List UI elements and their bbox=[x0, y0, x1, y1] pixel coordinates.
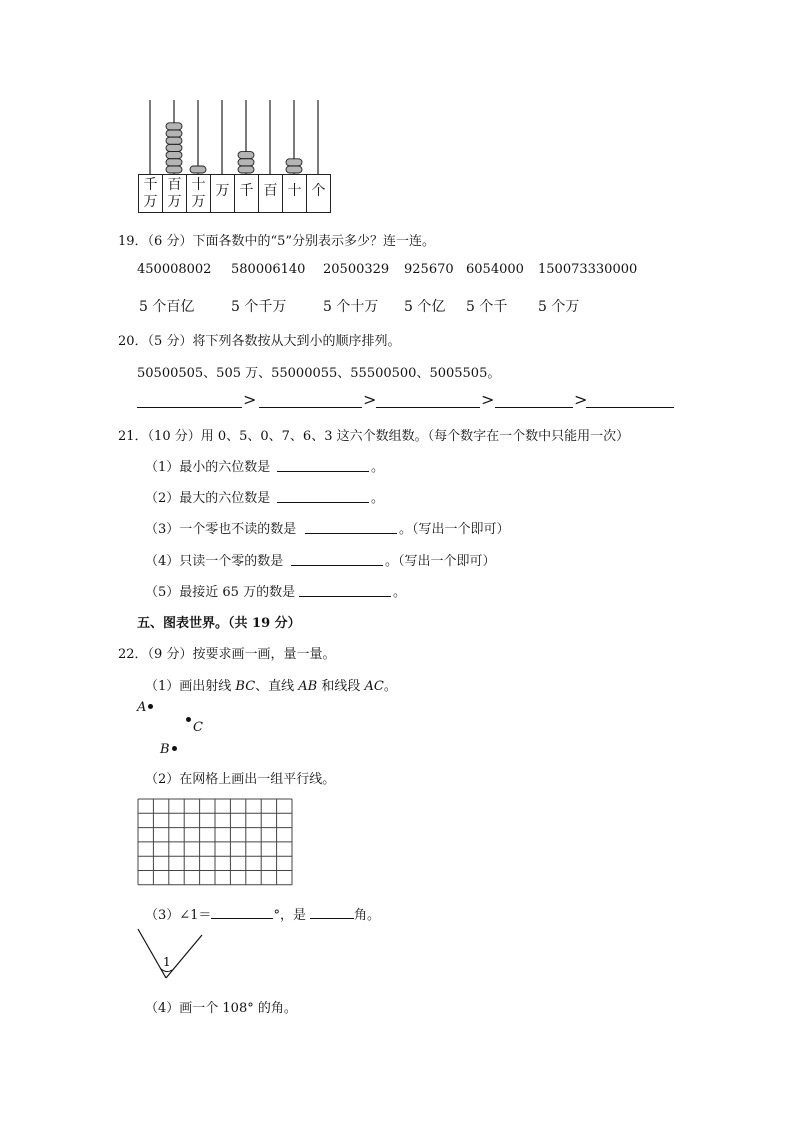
q19-option[interactable]: 5 个千万 bbox=[231, 299, 287, 315]
greater-than-symbol: > bbox=[574, 390, 588, 409]
q21-question: 21．（10 分）用 0、5、0、7、6、3 这六个数组数。（每个数字在一个数中只能用一次） bbox=[118, 429, 630, 444]
q19-question: 19．（6 分）下面各数中的“5”分别表示多少？连一连。 bbox=[118, 234, 436, 249]
abacus-bead bbox=[166, 166, 182, 173]
abacus-place-label: 千 bbox=[234, 174, 259, 213]
greater-than-symbol: > bbox=[481, 390, 495, 409]
q20-number-list: 50500505、505 万、55000055、55500500、5005505。 bbox=[137, 366, 501, 381]
q19-number[interactable]: 925670 bbox=[404, 262, 454, 277]
q21-item-label: （5）最接近 65 万的数是 bbox=[145, 585, 296, 600]
point-c-dot bbox=[186, 717, 191, 722]
abacus-place-label: 百 万 bbox=[162, 174, 187, 213]
abacus-bead bbox=[166, 152, 182, 159]
angle-1-label: 1 bbox=[163, 955, 171, 969]
q21-item-tail: 。 bbox=[393, 585, 407, 600]
q20-question: 20．（5 分）将下列各数按从大到小的顺序排列。 bbox=[118, 334, 401, 349]
angle-degree-blank[interactable] bbox=[211, 906, 273, 919]
q19-number[interactable]: 20500329 bbox=[323, 262, 390, 277]
abacus-place-label: 千 万 bbox=[138, 174, 163, 213]
q19-number[interactable]: 450008002 bbox=[137, 262, 212, 277]
q21-item-tail: 。 bbox=[371, 491, 385, 506]
abacus-place-label: 十 万 bbox=[186, 174, 211, 213]
abacus-bead bbox=[166, 137, 182, 144]
abacus-bead bbox=[166, 144, 182, 151]
angle-right-arm bbox=[166, 935, 202, 978]
point-a-dot bbox=[148, 704, 153, 709]
q19-option[interactable]: 5 个百亿 bbox=[139, 299, 195, 315]
q22-question: 22．（9 分）按要求画一画，量一量。 bbox=[118, 647, 336, 662]
abacus-place-label: 万 bbox=[210, 174, 235, 213]
q21-answer-blank[interactable] bbox=[299, 596, 391, 597]
greater-than-symbol: > bbox=[243, 390, 257, 409]
q20-answer-blank[interactable] bbox=[137, 407, 242, 408]
q21-answer-blank[interactable] bbox=[277, 471, 369, 472]
section-5-heading: 五、图表世界。（共 19 分） bbox=[137, 616, 301, 631]
q21-item-label: （1）最小的六位数是 bbox=[145, 460, 271, 475]
q19-number[interactable]: 150073330000 bbox=[538, 262, 638, 277]
drawing-grid[interactable] bbox=[137, 798, 294, 886]
q19-option[interactable]: 5 个亿 bbox=[404, 299, 446, 315]
point-b-dot bbox=[172, 746, 177, 751]
point-a-label: A bbox=[137, 700, 147, 715]
abacus-bead bbox=[286, 166, 302, 173]
angle-type-blank[interactable] bbox=[310, 906, 354, 919]
q19-number[interactable]: 6054000 bbox=[466, 262, 524, 277]
q20-answer-blank[interactable] bbox=[586, 407, 674, 408]
q20-answer-blank[interactable] bbox=[376, 407, 480, 408]
abacus-bead bbox=[238, 159, 254, 166]
q22-sub1: （1）画出射线 BC、直线 AB 和线段 AC。 bbox=[145, 679, 397, 694]
angle-1-figure bbox=[134, 926, 210, 986]
abacus-bead bbox=[166, 159, 182, 166]
abacus-place-label: 十 bbox=[282, 174, 307, 213]
q21-item-label: （4）只读一个零的数是 bbox=[145, 554, 284, 569]
angle-left-arm bbox=[138, 929, 166, 978]
q19-number[interactable]: 580006140 bbox=[231, 262, 306, 277]
q20-answer-blank[interactable] bbox=[495, 407, 573, 408]
abacus-place-label: 百 bbox=[258, 174, 283, 213]
q21-item-label: （3）一个零也不读的数是 bbox=[145, 522, 297, 537]
q19-option[interactable]: 5 个千 bbox=[466, 299, 508, 315]
q21-item-tail: 。（写出一个即可） bbox=[399, 522, 510, 537]
q21-item-tail: 。 bbox=[371, 460, 385, 475]
abacus-place-label: 个 bbox=[306, 174, 331, 213]
q19-option[interactable]: 5 个十万 bbox=[323, 299, 379, 315]
greater-than-symbol: > bbox=[363, 390, 377, 409]
point-c-label: C bbox=[193, 720, 203, 735]
abacus-bead bbox=[238, 152, 254, 159]
abacus-bead bbox=[190, 166, 206, 173]
q19-option[interactable]: 5 个万 bbox=[538, 299, 580, 315]
q21-answer-blank[interactable] bbox=[291, 565, 383, 566]
q22-sub3: （3）∠1＝ °，是 角。 bbox=[145, 908, 380, 923]
q22-sub2: （2）在网格上画出一组平行线。 bbox=[145, 772, 336, 787]
q21-answer-blank[interactable] bbox=[305, 533, 397, 534]
q21-item-label: （2）最大的六位数是 bbox=[145, 491, 271, 506]
point-b-label: B bbox=[160, 742, 170, 757]
abacus-bead bbox=[166, 123, 182, 130]
abacus-rods bbox=[0, 0, 794, 220]
abacus-bead bbox=[166, 130, 182, 137]
abacus bbox=[0, 0, 794, 220]
abacus-bead bbox=[286, 159, 302, 166]
q21-item-tail: 。（写出一个即可） bbox=[385, 554, 496, 569]
q22-sub4: （4）画一个 108° 的角。 bbox=[145, 1001, 297, 1016]
abacus-bead bbox=[238, 166, 254, 173]
q20-answer-blank[interactable] bbox=[259, 407, 362, 408]
q21-answer-blank[interactable] bbox=[277, 502, 369, 503]
